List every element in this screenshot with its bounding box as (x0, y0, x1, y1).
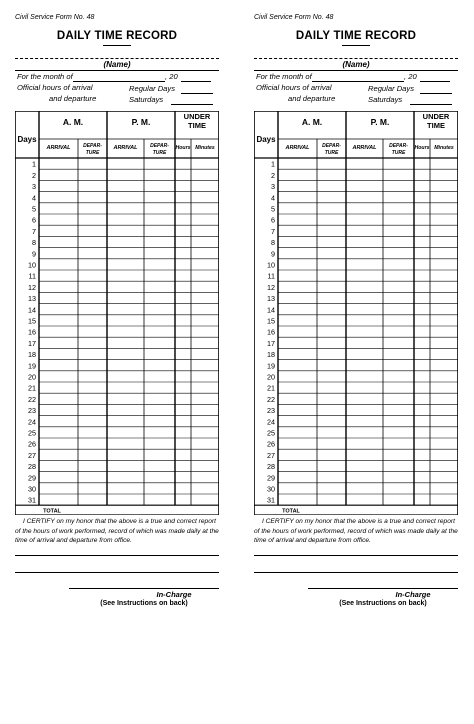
day-number: 1 (271, 159, 275, 169)
day-number: 26 (28, 439, 36, 449)
undertime-header-line1: UNDER (422, 112, 450, 121)
day-number: 4 (32, 193, 36, 203)
year-prefix: , 20 (404, 72, 417, 81)
undertime-header-line2: TIME (188, 121, 206, 130)
total-label: TOTAL (43, 508, 61, 515)
day-number: 22 (28, 394, 36, 404)
day-number: 20 (267, 372, 275, 382)
am-arrival-header: ARRIVAL (46, 145, 71, 151)
certification-text: I CERTIFY on my honor that the above is a true and correct report of the hours of work performed, record of which was made daily at the time of arrival and departure from office. (254, 518, 458, 545)
day-number: 28 (28, 462, 36, 472)
pm-arrival-header: ARRIVAL (352, 145, 377, 151)
day-number: 17 (267, 338, 275, 348)
time-record-table (15, 111, 219, 515)
day-number: 7 (32, 226, 36, 236)
day-number: 14 (28, 305, 36, 315)
name-label: (Name) (103, 60, 131, 69)
day-number: 29 (28, 473, 36, 483)
dtr-form-right (254, 14, 458, 614)
day-number: 19 (28, 361, 36, 371)
day-number: 30 (28, 484, 36, 494)
day-number: 10 (267, 260, 275, 270)
pm-header: P. M. (131, 117, 151, 127)
and-departure-label: and departure (49, 94, 97, 103)
am-arrival-header: ARRIVAL (285, 145, 310, 151)
day-number: 10 (28, 260, 36, 270)
verification-line[interactable] (15, 572, 219, 573)
saturdays-field[interactable] (171, 104, 213, 105)
day-number: 31 (267, 495, 275, 505)
year-prefix: , 20 (165, 72, 178, 81)
month-field[interactable] (73, 81, 165, 82)
pm-arrival-header: ARRIVAL (113, 145, 138, 151)
day-number: 12 (267, 282, 275, 292)
month-field[interactable] (312, 81, 404, 82)
day-number: 6 (271, 215, 275, 225)
day-number: 16 (267, 327, 275, 337)
day-number: 8 (271, 238, 275, 248)
day-number: 15 (28, 316, 36, 326)
name-label: (Name) (342, 60, 370, 69)
pm-departure-header-1: DEPAR- (150, 143, 169, 149)
days-header: Days (17, 135, 37, 144)
days-header: Days (256, 135, 276, 144)
title-underline (342, 45, 370, 46)
day-number: 18 (267, 350, 275, 360)
day-number: 26 (267, 439, 275, 449)
undertime-minutes-header: Minutes (195, 145, 215, 151)
month-label: For the month of (256, 72, 312, 81)
am-header: A. M. (62, 117, 84, 127)
certification-text: I CERTIFY on my honor that the above is a true and correct report of the hours of work performed, record of which was made daily at the time of arrival and departure from office. (15, 518, 219, 545)
undertime-hours-header: Hours (175, 145, 191, 151)
day-number: 2 (32, 170, 36, 180)
day-number: 1 (32, 159, 36, 169)
day-number: 3 (271, 182, 275, 192)
am-header: A. M. (301, 117, 323, 127)
am-departure-header-1: DEPAR- (322, 143, 341, 149)
in-charge-line[interactable] (69, 588, 219, 589)
am-departure-header-1: DEPAR- (83, 143, 102, 149)
month-label: For the month of (17, 72, 73, 81)
day-number: 3 (32, 182, 36, 192)
regular-days-field[interactable] (420, 93, 452, 94)
day-number: 11 (28, 271, 36, 281)
undertime-header-line1: UNDER (183, 112, 211, 121)
pm-departure-header-2: TURE (152, 150, 167, 156)
signature-line[interactable] (15, 555, 219, 556)
day-number: 16 (28, 327, 36, 337)
name-dashed-line (254, 58, 458, 59)
pm-header: P. M. (370, 117, 390, 127)
time-record-table (254, 111, 458, 515)
signature-line[interactable] (254, 555, 458, 556)
day-number: 21 (267, 383, 275, 393)
day-number: 7 (271, 226, 275, 236)
title-underline (103, 45, 131, 46)
verification-line[interactable] (254, 572, 458, 573)
undertime-hours-header: Hours (414, 145, 430, 151)
day-number: 6 (32, 215, 36, 225)
name-underline (254, 70, 458, 71)
regular-days-field[interactable] (181, 93, 213, 94)
and-departure-label: and departure (288, 94, 336, 103)
in-charge-line[interactable] (308, 588, 458, 589)
day-number: 9 (271, 249, 275, 259)
day-number: 19 (267, 361, 275, 371)
day-number: 25 (267, 428, 275, 438)
day-number: 8 (32, 238, 36, 248)
instructions-note: (See Instructions on back) (100, 600, 188, 607)
day-number: 27 (267, 450, 275, 460)
day-number: 2 (271, 170, 275, 180)
am-departure-header-2: TURE (324, 150, 339, 156)
year-field[interactable] (181, 81, 211, 82)
saturdays-label: Saturdays (129, 95, 164, 104)
official-hours-label: Official hours of arrival (256, 83, 332, 92)
official-hours-label: Official hours of arrival (17, 83, 93, 92)
am-departure-header-2: TURE (85, 150, 100, 156)
day-number: 13 (267, 294, 275, 304)
day-number: 24 (267, 417, 275, 427)
saturdays-field[interactable] (410, 104, 452, 105)
day-number: 28 (267, 462, 275, 472)
instructions-note: (See Instructions on back) (339, 600, 427, 607)
day-number: 4 (271, 193, 275, 203)
year-field[interactable] (420, 81, 450, 82)
form-number: Civil Service Form No. 48 (254, 14, 334, 21)
dtr-form-left (15, 14, 219, 614)
day-number: 23 (28, 406, 36, 416)
day-number: 17 (28, 338, 36, 348)
undertime-header-line2: TIME (427, 121, 445, 130)
day-number: 14 (267, 305, 275, 315)
day-number: 9 (32, 249, 36, 259)
day-number: 23 (267, 406, 275, 416)
form-title: DAILY TIME RECORD (56, 30, 178, 42)
day-number: 5 (32, 204, 36, 214)
day-number: 31 (28, 495, 36, 505)
regular-days-label: Regular Days (129, 84, 176, 93)
day-number: 11 (267, 271, 275, 281)
day-number: 12 (28, 282, 36, 292)
day-number: 25 (28, 428, 36, 438)
day-number: 5 (271, 204, 275, 214)
saturdays-label: Saturdays (368, 95, 403, 104)
day-number: 18 (28, 350, 36, 360)
pm-departure-header-1: DEPAR- (389, 143, 408, 149)
day-number: 30 (267, 484, 275, 494)
in-charge-label: In-Charge (156, 590, 192, 599)
day-number: 21 (28, 383, 36, 393)
in-charge-label: In-Charge (395, 590, 431, 599)
total-label: TOTAL (282, 508, 300, 515)
day-number: 22 (267, 394, 275, 404)
name-dashed-line (15, 58, 219, 59)
form-number: Civil Service Form No. 48 (15, 14, 95, 21)
day-number: 29 (267, 473, 275, 483)
form-title: DAILY TIME RECORD (295, 30, 417, 42)
day-number: 24 (28, 417, 36, 427)
regular-days-label: Regular Days (368, 84, 415, 93)
day-number: 27 (28, 450, 36, 460)
undertime-minutes-header: Minutes (434, 145, 454, 151)
pm-departure-header-2: TURE (391, 150, 406, 156)
day-number: 20 (28, 372, 36, 382)
name-underline (15, 70, 219, 71)
day-number: 13 (28, 294, 36, 304)
day-number: 15 (267, 316, 275, 326)
